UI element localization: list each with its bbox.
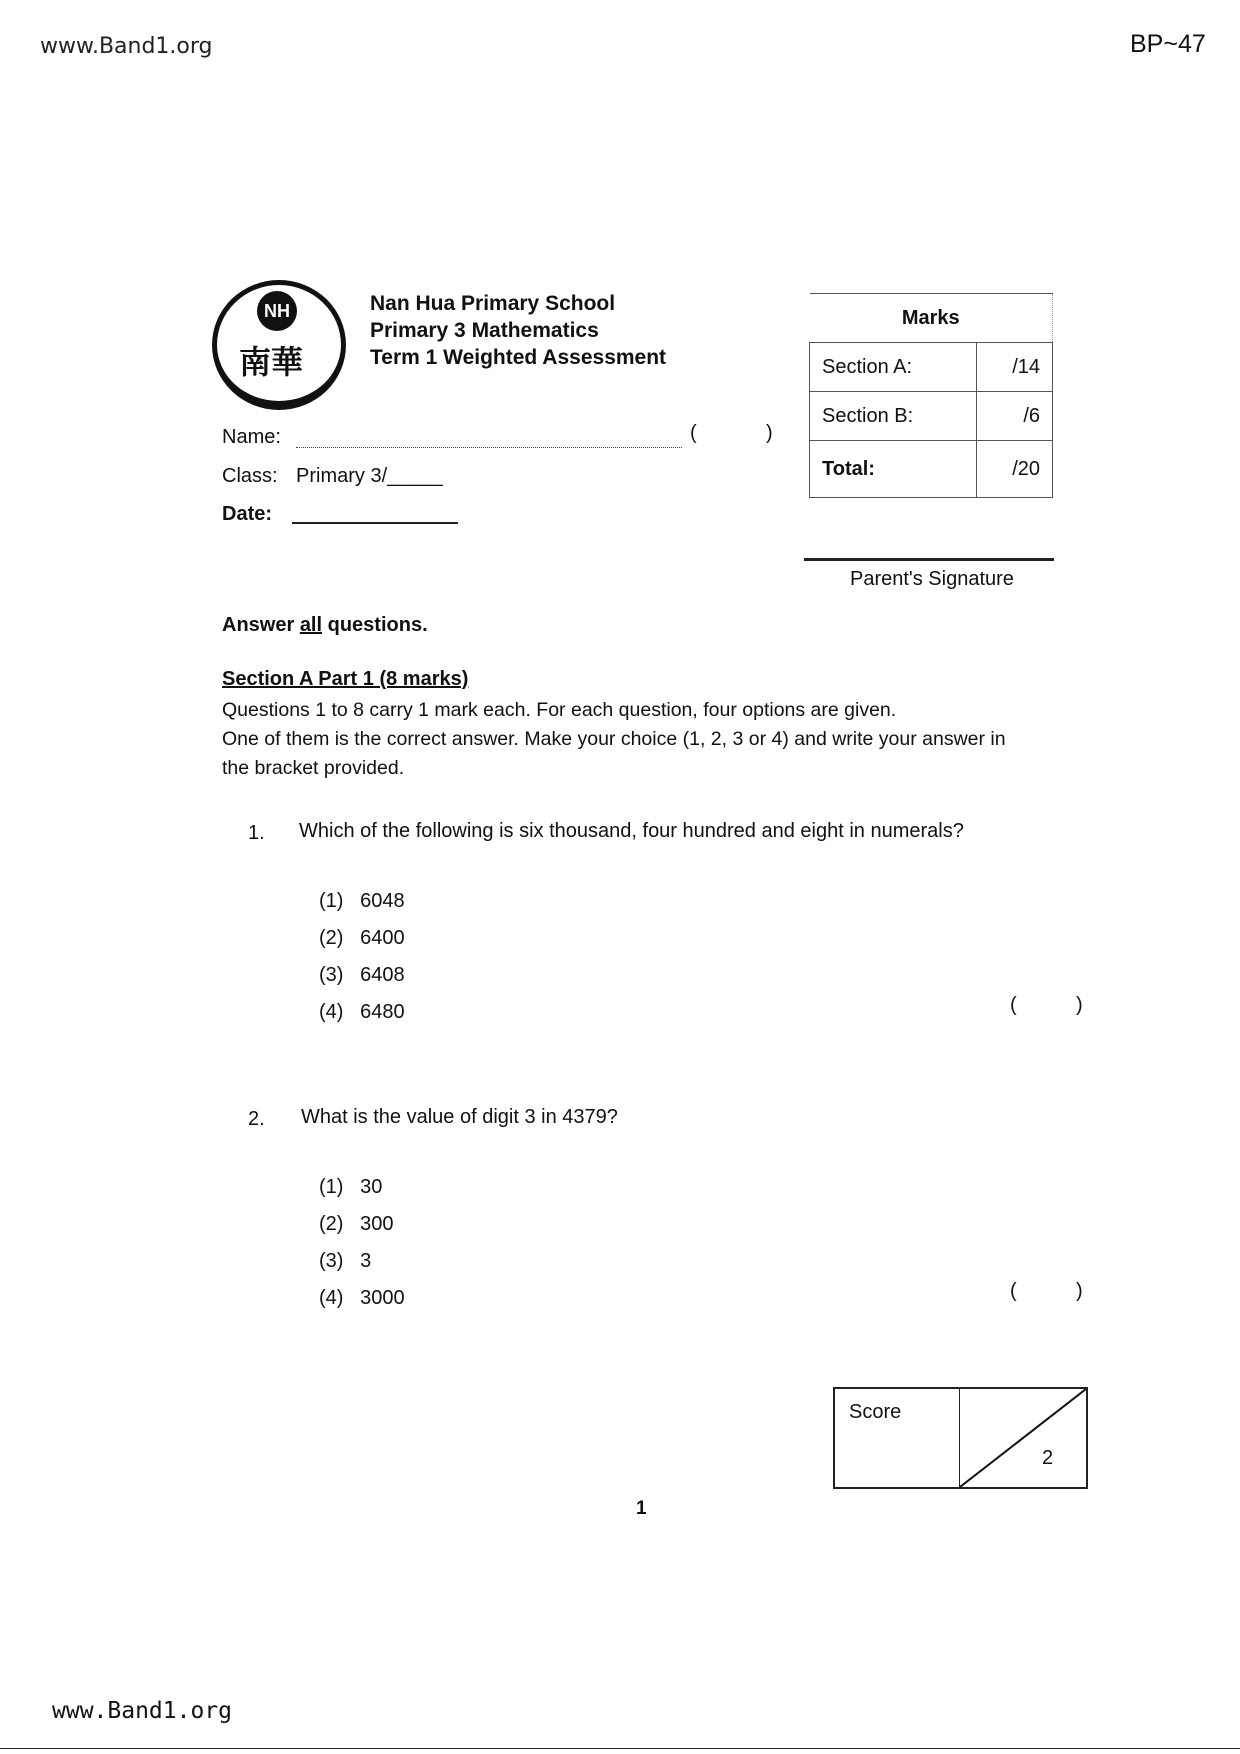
answer-bracket-close[interactable]: ) bbox=[1076, 994, 1083, 1016]
watermark-top: www.Band1.org bbox=[40, 34, 213, 59]
index-bracket-open: ( bbox=[690, 422, 697, 444]
marks-table bbox=[809, 293, 1053, 498]
page-code: BP~47 bbox=[1130, 30, 1206, 58]
score-max: 2 bbox=[1042, 1447, 1054, 1469]
signature-line[interactable] bbox=[804, 558, 1054, 561]
date-input-line[interactable] bbox=[292, 522, 458, 524]
question-text: What is the value of digit 3 in 4379? bbox=[301, 1106, 618, 1128]
page-number: 1 bbox=[636, 1498, 647, 1519]
school-logo bbox=[212, 280, 346, 410]
section-title: Section A Part 1 (8 marks) bbox=[222, 668, 469, 690]
assessment-title: Term 1 Weighted Assessment bbox=[370, 346, 667, 369]
question-text: Which of the following is six thousand, four hundred and eight in numerals? bbox=[299, 820, 964, 842]
logo-chinese: 南華 bbox=[239, 343, 304, 381]
total-label: Total: bbox=[810, 441, 977, 498]
watermark-bottom: www.Band1.org bbox=[52, 1698, 233, 1724]
score-label: Score bbox=[849, 1401, 902, 1423]
diagonal-line bbox=[960, 1389, 1086, 1487]
answer-bracket-open[interactable]: ( bbox=[1010, 1280, 1017, 1302]
question-number: 2. bbox=[248, 1108, 265, 1130]
logo-initials: NH bbox=[257, 291, 297, 331]
section-a-label: Section A: bbox=[810, 343, 977, 392]
index-bracket-close: ) bbox=[766, 422, 773, 444]
school-header bbox=[370, 290, 666, 371]
parent-signature-label: Parent's Signature bbox=[850, 568, 1014, 590]
name-input-line[interactable] bbox=[296, 447, 682, 448]
question-number: 1. bbox=[248, 822, 265, 844]
score-entry[interactable] bbox=[960, 1389, 1086, 1487]
section-b-marks: /6 bbox=[977, 392, 1053, 441]
name-label: Name: bbox=[222, 426, 281, 448]
options: (1) 6048 (2) 6400 (3) 6408 (4) 6480 bbox=[319, 890, 405, 1023]
bottom-rule bbox=[0, 1748, 1240, 1749]
marks-header: Marks bbox=[810, 294, 1053, 343]
instruction: Answer all questions. bbox=[222, 614, 428, 636]
class-label: Class: bbox=[222, 465, 278, 487]
total-marks: /20 bbox=[977, 441, 1053, 498]
school-name: Nan Hua Primary School bbox=[370, 292, 616, 315]
answer-bracket-close[interactable]: ) bbox=[1076, 1280, 1083, 1302]
options: (1) 30 (2) 300 (3) 3 (4) 3000 bbox=[319, 1176, 405, 1309]
class-value[interactable]: Primary 3/_____ bbox=[296, 465, 443, 487]
section-b-label: Section B: bbox=[810, 392, 977, 441]
subject: Primary 3 Mathematics bbox=[370, 319, 599, 342]
section-a-marks: /14 bbox=[977, 343, 1053, 392]
date-label: Date: bbox=[222, 503, 273, 525]
answer-bracket-open[interactable]: ( bbox=[1010, 994, 1017, 1016]
section-instructions: Questions 1 to 8 carry 1 mark each. For each question, four options are given. One of them is the correct answer. Make your choice (1, 2, 3 or 4) and write your answer in the bracket provided. bbox=[222, 699, 1006, 779]
score-box bbox=[833, 1387, 1088, 1489]
